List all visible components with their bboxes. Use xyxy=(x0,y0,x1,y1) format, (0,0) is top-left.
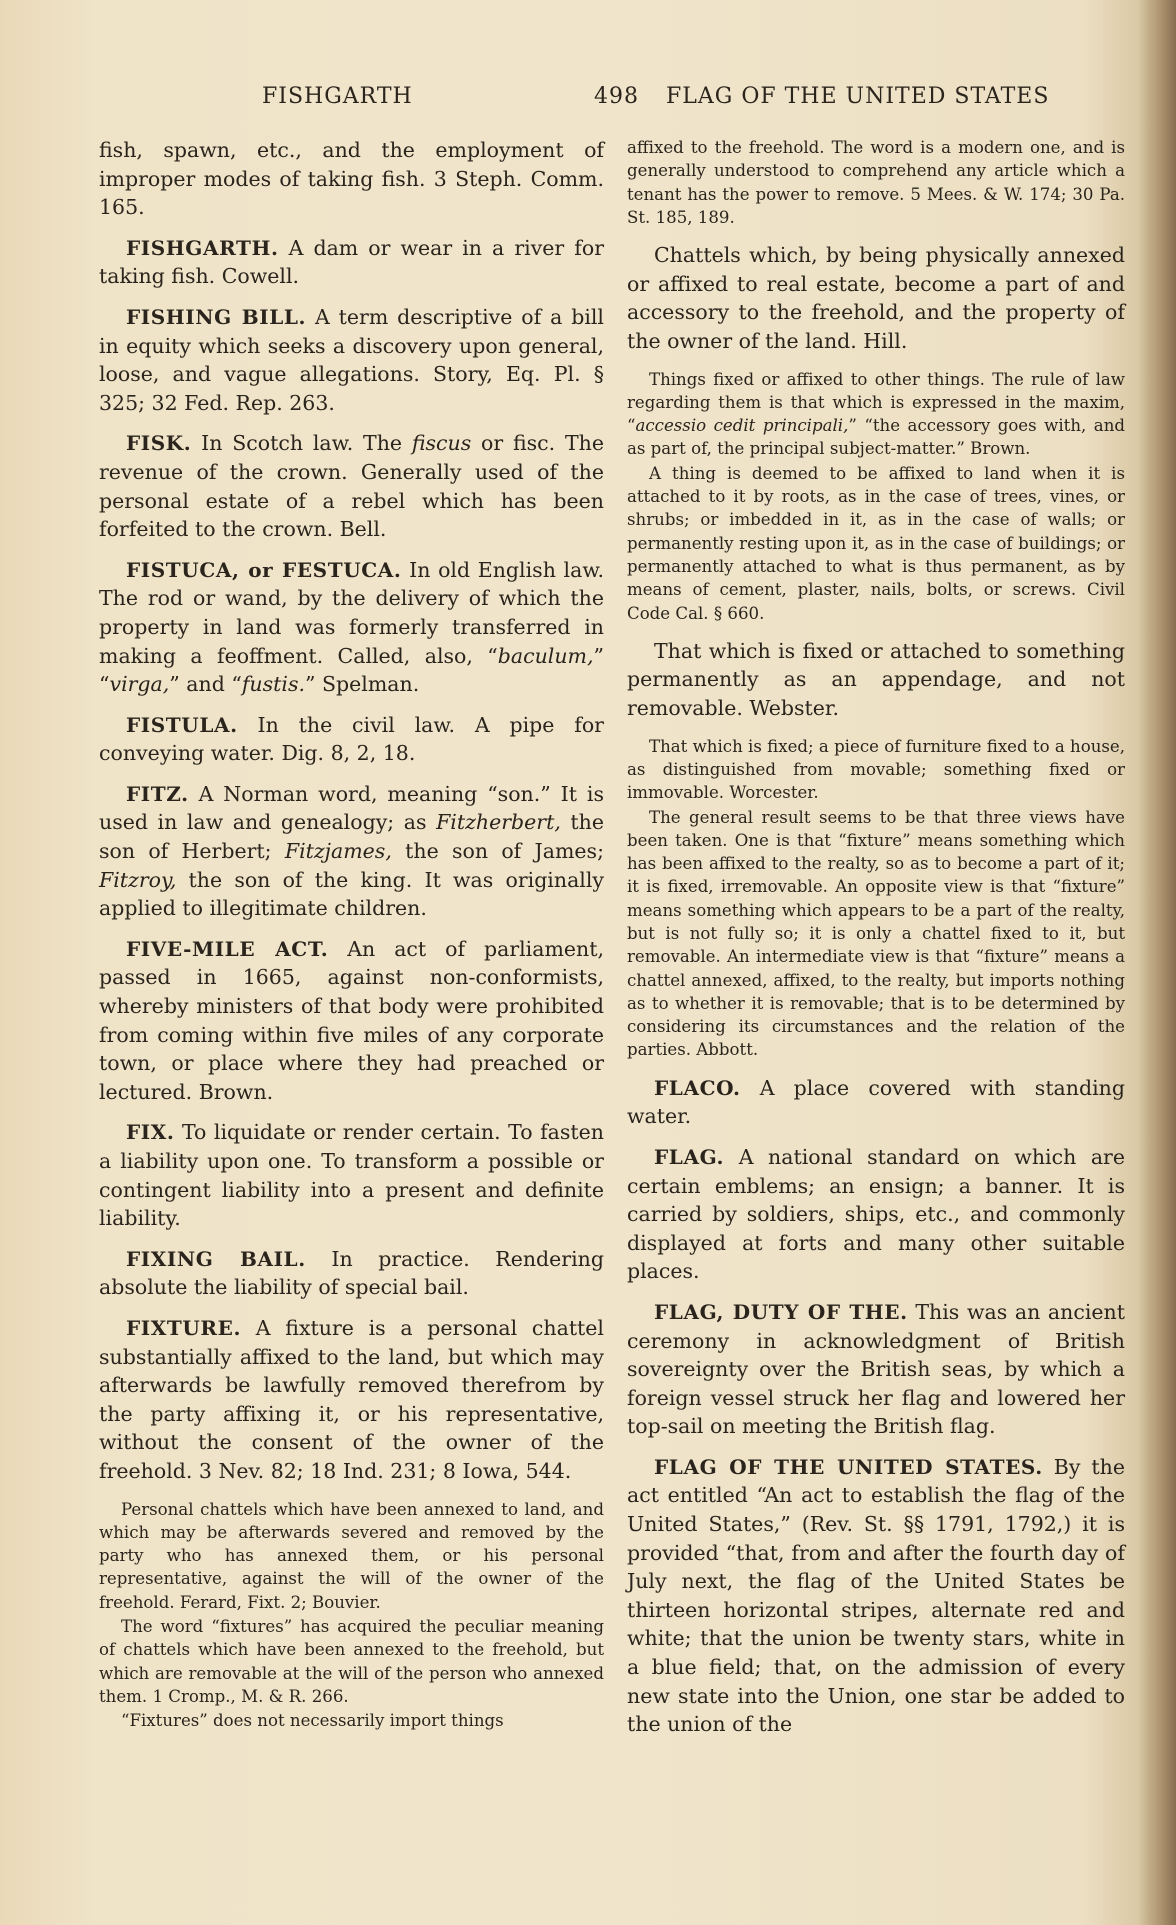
entry-fitz: FITZ. A Norman word, meaning “son.” It is used in law and genealogy; as Fitzherbert, the son of Herbert; Fitzjames, the son of James; Fitzroy, the son of the king. It was originally applied to illegitimate children. xyxy=(99,781,604,921)
fixture-note: Personal chattels which have been annexed to land, and which may be afterwards severed and removed by the party who has annexed them, or his personal representative, against the will of the owner of the freehold. Ferard, Fixt. 2; Bouvier. xyxy=(99,1499,604,1612)
headword: FLAG. xyxy=(654,1144,725,1169)
entry-flag-of-united-states: FLAG OF THE UNITED STATES. By the act entitled “An act to establish the flag of the United States,” (Rev. St. §§ 1791, 1792,) it is provided “that, from and after the fourth day of July next, the flag of the United States be thirteen horizontal stripes, alternate red and white; that the union be twenty stars, white in a blue field; that, on the admission of every new state into the Union, one star be added to the union of the xyxy=(627,1454,1125,1737)
fixture-definition: Chattels which, by being physically annexed or affixed to real estate, become a part of and accessory to the freehold, and the property of the owner of the land. Hill. xyxy=(627,243,1125,353)
entry-flag: FLAG. A national standard on which are certain emblems; an ensign; a banner. It is carried by soldiers, ships, etc., and commonly displayed at forts and many other suitable places. xyxy=(627,1144,1125,1284)
entry-fisk: FISK. In Scotch law. The fiscus or fisc. The revenue of the crown. Generally used of the personal estate of a rebel which has been forfeited to the crown. Bell. xyxy=(99,431,604,542)
headword: FLAG OF THE UNITED STATES. xyxy=(654,1454,1043,1479)
header-right-guideword: FLAG OF THE UNITED STATES xyxy=(666,84,1050,109)
headword: FISTULA. xyxy=(126,712,238,737)
headword: FIX. xyxy=(126,1120,175,1145)
page-binding-shadow xyxy=(1138,0,1176,1925)
fixture-note-continuation: affixed to the freehold. The word is a modern one, and is generally understood to comprehend any article which a tenant has the power to remove. 5 Mees. & W. 174; 30 Pa. St. 185, 189. xyxy=(627,138,1125,227)
headword: FISHGARTH. xyxy=(126,235,279,260)
headword: FIXING BAIL. xyxy=(126,1246,306,1271)
fixture-note: “Fixtures” does not necessarily import things xyxy=(121,1711,504,1731)
fixture-note: The general result seems to be that three views have been taken. One is that “fixture” means something which has been affixed to the realty, so as to become a part of it; it is fixed, irremovable. An opposite view is that “fixture” means something which appears to be a part of the realty, but is not fully so; it is only a chattel fixed to it, but removable. An intermediate view is that “fixture” means a chattel annexed, affixed, to the realty, but imports nothing as to whether it is removable; that is to be determined by considering its circumstances and the relation of the parties. Abbott. xyxy=(627,807,1125,1060)
headword: FLAG, DUTY OF THE. xyxy=(654,1299,908,1324)
entry-flaco: FLACO. A place covered with standing water. xyxy=(627,1075,1125,1129)
fixture-note: The word “fixtures” has acquired the peculiar meaning of chattels which have been annexed to the freehold, but which are removable at the will of the person who annexed them. 1 Cromp., M. & R. 266. xyxy=(99,1617,604,1706)
entry-fixture: FIXTURE. A fixture is a personal chattel substantially affixed to the land, but which may afterwards be lawfully removed therefrom by the party affixing it, or his representative, without the consent of the owner of the freehold. 3 Nev. 82; 18 Ind. 231; 8 Iowa, 544. xyxy=(99,1315,604,1483)
entry-continuation: fish, spawn, etc., and the employment of improper modes of taking fish. 3 Steph. Comm. 165. xyxy=(99,138,604,220)
fixture-note: That which is fixed; a piece of furniture fixed to a house, as distinguished from movable; something fixed or immovable. Worcester. xyxy=(627,736,1125,803)
right-column xyxy=(627,136,1125,1751)
fixture-definition: That which is fixed or attached to something permanently as an appendage, and not removable. Webster. xyxy=(627,638,1125,721)
entry-fix: FIX. To liquidate or render certain. To fasten a liability upon one. To transform a possible or contingent liability into a present and definite liability. xyxy=(99,1120,604,1231)
left-column xyxy=(99,136,604,1734)
headword: FIVE-MILE ACT. xyxy=(126,936,329,961)
headword: FITZ. xyxy=(126,781,189,806)
entry-flag-duty: FLAG, DUTY OF THE. This was an ancient ceremony in acknowledgment of British sovereignty over the British seas, by which a foreign vessel struck her flag and lowered her top-sail on meeting the British flag. xyxy=(627,1299,1125,1439)
entry-fishing-bill: FISHING BILL. A term descriptive of a bill in equity which seeks a discovery upon general, loose, and vague allegations. Story, Eq. Pl. § 325; 32 Fed. Rep. 263. xyxy=(99,304,604,415)
entry-fistuca: FISTUCA, or FESTUCA. In old English law. The rod or wand, by the delivery of which the property in land was formerly transferred in making a feoffment. Called, also, “baculum,” “virga,” and “fustis.” Spelman. xyxy=(99,557,604,697)
fixture-note: A thing is deemed to be affixed to land when it is attached to it by roots, as in the case of trees, vines, or shrubs; or imbedded in it, as in the case of walls; or permanently resting upon it, as in the case of buildings; or permanently attached to what is thus permanent, as by means of cement, plaster, nails, bolts, or screws. Civil Code Cal. § 660. xyxy=(627,463,1125,623)
fixture-note: Things fixed or affixed to other things. The rule of law regarding them is that which is expressed in the maxim, “accessio cedit principali,” “the accessory goes with, and as part of, the principal subject-matter.” Brown. xyxy=(627,369,1126,459)
header-left-guideword: FISHGARTH xyxy=(262,84,413,109)
entry-fixing-bail: FIXING BAIL. In practice. Rendering absolute the liability of special bail. xyxy=(99,1246,604,1300)
entry-five-mile-act: FIVE-MILE ACT. An act of parliament, passed in 1665, against non-conformists, whereby ministers of that body were prohibited from coming within five miles of any corporate town, or place where they had preached or lectured. Brown. xyxy=(99,936,604,1104)
headword: FISTUCA, or FESTUCA. xyxy=(126,557,402,582)
page-number: 498 xyxy=(594,84,639,109)
headword: FISHING BILL. xyxy=(126,304,307,329)
headword: FIXTURE. xyxy=(126,1315,242,1340)
entry-fistula: FISTULA. In the civil law. A pipe for conveying water. Dig. 8, 2, 18. xyxy=(99,712,604,766)
page-header xyxy=(0,84,1176,114)
headword: FISK. xyxy=(126,431,192,456)
entry-fishgarth: FISHGARTH. A dam or wear in a river for taking fish. Cowell. xyxy=(99,235,604,289)
headword: FLACO. xyxy=(654,1075,741,1100)
